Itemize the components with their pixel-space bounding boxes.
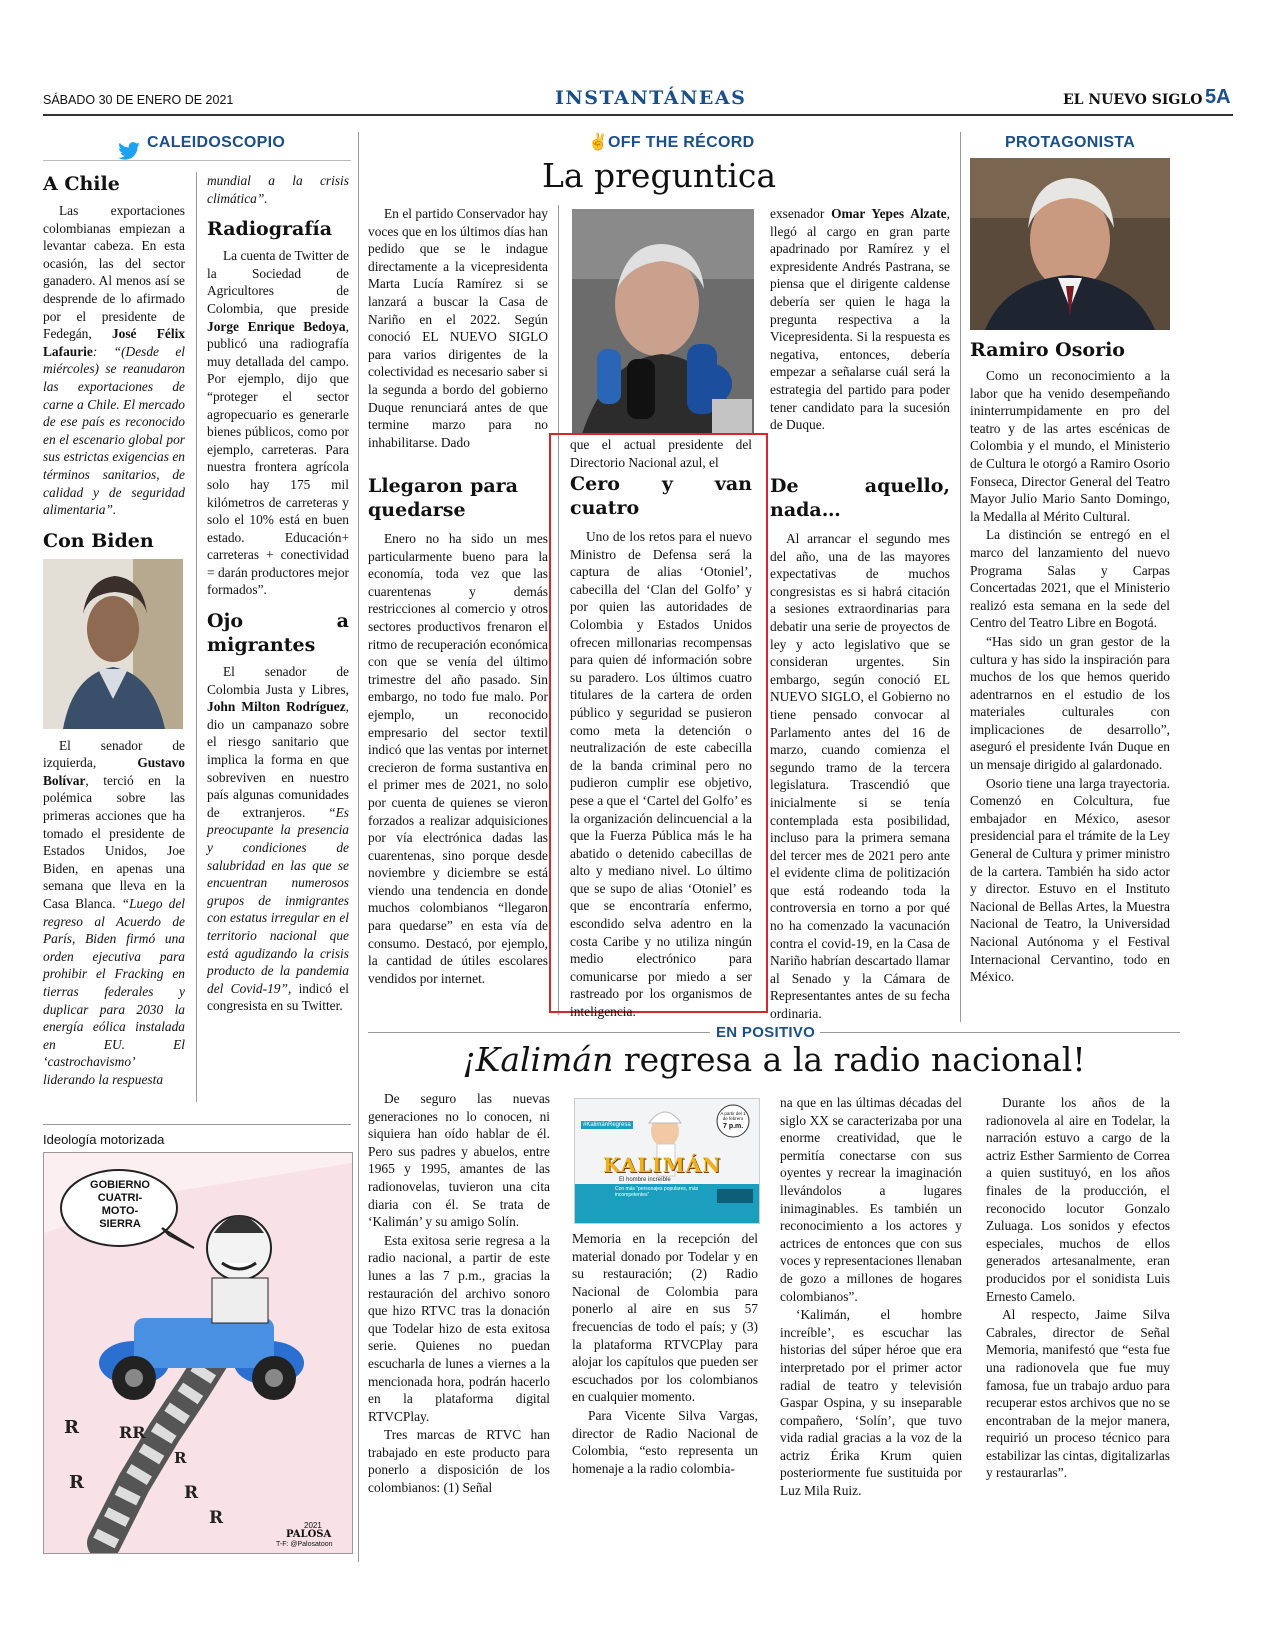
- enpositivo-column-3: na que en las últimas décadas del siglo XX se caracterizaba por una enorme creatividad, que le permitía conectarse con sus oyentes y recrear la imaginación llevándolos a lugares inimaginables. Es también un reconocimiento a los actores y actrices de entonces que con sus voces y representaciones llenaban de gozo a millones de hogares colombianos”. ‘Kalimán, el hombre increíble’, es escuchar las historias del súper héroe que era interpretado por el primer actor radial de teatro y televisión Gaspar Ospina, y su inseparable compañero, ‘Solín’, que tuvo vida radial gracias a la voz de la actriz Érika Krum quien posteriormente fue sustituida por Luz Mila Ruiz.: [780, 1095, 962, 1499]
- protagonista-name: Ramiro Osorio: [970, 339, 1125, 361]
- enpositivo-column-1: De seguro las nuevas generaciones no lo conocen, ni siquiera han oído hablar de él. Pero sus padres y abuelos, entre 1965 y 1995, amantes de las radionovelas, tuvieron una cita diaria con él. Se trata de ‘Kalimán’ y su amigo Solín. Esta exitosa serie regresa a la radio nacional, a partir de este lunes a las 7 p.m., gracias la restauración del archivo sonoro que hizo RTVC tras la donación que Todelar hizo de esta exitosa serie. Quienes no puedan escucharla de lunes a viernes a la mencionada hora, podrán hacerlo en la plataforma digital RTVCPlay. Tres marcas de RTVC han trabajado en este producto para ponerlo a disposición de los colombianos: (1) Señal: [368, 1091, 550, 1496]
- protagonista-label: PROTAGONISTA: [1004, 134, 1136, 151]
- divider-right-section: [960, 132, 961, 1022]
- svg-text:RR: RR: [119, 1423, 146, 1442]
- header-page-number: 5A: [1205, 86, 1231, 108]
- cartoon-bubble-text: GOBIERNO CUATRI-MOTO-SIERRA: [90, 1179, 150, 1230]
- poster-tagline: Con más “personajes populares, más incompetentes”: [615, 1186, 699, 1198]
- offrecord-column-b: [570, 472, 752, 1022]
- svg-text:R: R: [184, 1483, 199, 1503]
- osorio-photo: [970, 158, 1170, 330]
- biden-title: Con Biden: [43, 529, 154, 552]
- enpositivo-rule-right: [820, 1032, 1180, 1033]
- offrecord-column-c: [770, 205, 950, 435]
- header-section: INSTANTÁNEAS: [555, 87, 747, 109]
- enpositivo-label: EN POSITIVO: [716, 1024, 816, 1041]
- bolivar-photo: [43, 559, 183, 729]
- poster-subtitle: El hombre increíble: [619, 1177, 671, 1183]
- column-2: [207, 172, 349, 1016]
- offrecord-column-a: [368, 205, 548, 452]
- cartoon-signature: PALOSA: [286, 1529, 332, 1540]
- divider-left-section: [358, 132, 359, 1562]
- divider-col1-col2: [196, 172, 197, 1102]
- offrecord-label: OFF THE RÉCORD: [608, 134, 755, 151]
- kaliman-poster: [574, 1098, 760, 1224]
- preguntica-paragraph-c: exsenador Omar Yepes Alzate, llegó al cargo en gran parte apadrinado por Ramírez y el expresidente Andrés Pastrana, se piensa que el dirigente caldense debería ser quien le haga la pregunta respectiva a la Vicepresidenta. Si la respuesta es negativa, entonces, debería empezar a señalarse cuál será la estrategia del partido para poder tener candidato para la sucesión de Duque.: [770, 206, 950, 433]
- caleidoscopio-label: CALEIDOSCOPIO: [147, 134, 286, 151]
- svg-text:R: R: [174, 1449, 187, 1467]
- col2-continuation: mundial a la crisis climática”.: [207, 173, 349, 206]
- offrecord-column-a2: [368, 474, 548, 988]
- aquello-paragraph: Al arrancar el segundo mes del año, una de las mayores expectativas de muchos congresistas es si habrá citación a sesiones extraordinarias para debatir una serie de proyectos de ley y acto legislativo que se consideran urgentes. Sin embargo, según conoció EL NUEVO SIGLO, el Gobierno no tiene pensado convocar al Parlamento antes del 16 de marzo, cuando comienza el segundo tramo de la tercera legislatura. Trascendió que inicialmente si se tenía contemplada esta posibilidad, incluso para la primera semana del tercer mes de 2021 pero ante el evidente clima de politización que está rodeando toda la controversia en torno a por qué no ha comenzado la vacunación contra el covid-19, en la Casa de Nariño habrían descartado llamar al Senado y la Cámara de Representantes antes de su fecha ordinaria.: [770, 531, 950, 1022]
- header-date: SÁBADO 30 DE ENERO DE 2021: [43, 93, 234, 107]
- llegaron-title: Llegaron para quedarse: [368, 475, 518, 521]
- enpositivo-title: ¡Kalimán regresa a la radio nacional!: [462, 1040, 1086, 1079]
- yepes-photo: [572, 209, 754, 434]
- offrecord-column-c2: [770, 474, 950, 1024]
- hand-peace-icon: ✌: [588, 134, 608, 151]
- column-1: [43, 172, 185, 1090]
- poster-brand: KALIMÁN: [603, 1153, 722, 1177]
- svg-text:R: R: [69, 1472, 84, 1493]
- protagonista-column: Como un reconocimiento a la labor que ha venido desempeñando ininterrumpidamente en pro del teatro y de las artes escénicas de Colombia y el mundo, el Ministerio de Cultura le otorgó a Ramiro Osorio Fonseca, Director General del Teatro Mayor Julio Mario Santo Domingo, la Medalla al Mérito Cultural. La distinción se entregó en el marco del lanzamiento del nuevo Programa Salas y Carpas Concertadas 2021, que el Ministerio realizó esta semana en la sede del Centro del Teatro Libre en Bogotá. “Has sido un gran gestor de la cultura y has sido la inspiración para muchos de los que hemos querido adentrarnos en el estudio de los materiales culturales con implicaciones de desarrollo”, aseguró el presidente Iván Duque en un mensaje dirigido al galardonado. Osorio tiene una larga trayectoria. Comenzó en Colcultura, fue embajador en México, asesor presidencial para el trámite de la Ley General de Cultura y primer ministro de la cartera. También ha sido actor y director. Estuvo en el Instituto Nacional de Bellas Artes, la Muestra Nacional de Teatro, la Universidad Nacional Autónoma y el Festival Internacional Cervantino, todo en México.: [970, 368, 1170, 985]
- poster-hashtag: #KalimánRegresa: [583, 1122, 631, 1128]
- cero-paragraph: Uno de los retos para el nuevo Ministro de Defensa será la captura de alias ‘Otoniel’, cabecilla del ‘Clan del Golfo’ y por quien las autoridades de Colombia y Estados Unidos ofrecen millonarias recompensas para quien dé información sobre su paradero. Los últimos cuatro titulares de la cartera de orden público y seguridad se pusieron como meta la detención o neutralización de este cabecilla de la banda criminal pero no pudieron cumplir ese objetivo, pese a que el ‘Cartel del Golfo’ es la organización delincuencial a la que la Fuerza Pública más le ha abatido o detenido cabecillas de alto y mediano nivel. Lo último que se supo de alias ‘Otoniel’ es que se encontraría enfermo, escondido selva adentro en la costa Caribe y no utiliza ningún medio electrónico para comunicarse por miedo a ser rastreado por los organismos de inteligencia.: [570, 529, 752, 1020]
- ojo-paragraph: El senador de Colombia Justa y Libres, John Milton Rodríguez, dio un campanazo sobre el riesgo sanitario que implica la forma en que sobreviven en nuestro país algunas comunidades de extranjeros. “Es preocupante la presencia y condiciones de salubridad en las que se encuentran numerosos grupos de inmigrantes con estatus irregular en el territorio nacional que está agudizando la crisis producto de la pandemia del Covid-19”, indicó el congresista en su Twitter.: [207, 664, 349, 1014]
- radiografia-paragraph: La cuenta de Twitter de la Sociedad de Agricultores de Colombia, que preside Jorge Enrique Bedoya, publicó una radiografía muy detallada del campo. Por ejemplo, dijo que “proteger el sector agropecuario es generarle bienes públicos, como por ejemplo, carreteras. Para nuestra frontera agrícola solo hay 175 mil kilómetros de carreteras y solo el 10% está en buen estado. Educación+ carreteras + conectividad = darán productores mejor formados”.: [207, 248, 349, 598]
- preguntica-paragraph: En el partido Conservador hay voces que en los últimos días han pedido que se le indague directamente a la vicepresidenta Marta Lucía Ramírez si se lanzará a buscar la Casa de Nariño en el 2022. Según conoció EL NUEVO SIGLO para varios dirigentes de la colectividad es necesario saber si la segunda a bordo del gobierno Duque renunciará antes de que termine marzo para no inhabilitarse. Dado: [368, 206, 548, 450]
- radiografia-title: Radiografía: [207, 218, 333, 241]
- aquello-title: De aquello, nada…: [770, 475, 950, 521]
- caleidoscopio-rule: [43, 160, 351, 161]
- biden-paragraph: El senador de izquierda, Gustavo Bolívar, terció en la polémica sobre las primeras acciones que ha tomado el presidente de Estados Unidos, Joe Biden, en apenas una semana que lleva en la Casa Blanca. “Luego del regreso al Acuerdo de París, Biden firmó una orden ejecutiva para prohibir el Fracking en tierras federales y duplicar para 2030 la energía eólica instalada en EU. El ‘castrochavismo’ liderando la respuesta: [43, 737, 185, 1087]
- llegaron-paragraph: Enero no ha sido un mes particularmente bueno para la economía, toda vez que las cuarentenas y demás restricciones al comercio y otros sectores productivos frenaron el ritmo de recuperación económica con que se venía del último trimestre del año pasado. Sin embargo, no todo fue malo. Por ejemplo, un reconocido empresario del sector textil indicó que las ventas por internet crecieron de forma sustantiva en el primer mes de 2021, no solo por cuenta de quienes se vieron forzados a realizar adquisiciones por vía electrónica dadas las cuarentenas, sino porque desde noviembre y diciembre se está viendo una tendencia en donde muchos colombianos “llegaron para quedarse” en esta vía de consumo. Destacó, por ejemplo, la cantidad de útiles escolares vendidos por internet.: [368, 531, 548, 986]
- cero-title: Cero y van cuatro: [570, 473, 752, 519]
- enpositivo-rule-left: [368, 1032, 710, 1033]
- svg-text:R: R: [64, 1417, 79, 1438]
- cartoon-illustration: [43, 1152, 353, 1554]
- cartoon-credit: T-F: @Palosatoon: [276, 1541, 333, 1548]
- offrecord-title: La preguntica: [541, 156, 777, 195]
- cartoon-label: Ideología motorizada: [43, 1132, 165, 1147]
- achile-paragraph: Las exportaciones colombianas empiezan a levantar cabeza. En esta ocasión, las del sector ganadero. Al menos así se desprende de lo afirmado por el presidente de Fedegán, José Félix Lafaurie: “(Desde el miércoles) se reanudaron las exportaciones de carne a Chile. El mercado de ese país es reconocido en el escenario global por sus estrictas exigencias en términos sanitarios, de calidad y de seguridad alimentaria”.: [43, 203, 185, 518]
- enpositivo-column-4: Durante los años de la radionovela al aire en Todelar, la narración estuvo a cargo de la actriz Esther Sarmiento de Correa a quien sustituyó, en los años finales de la producción, el reconocido locutor Gonzalo Zuluaga. Los sonidos y efectos especiales, muchos de ellos generados artesanalmente, eran producidos por el sonidista Luis Ernesto Camelo. Al respecto, Jaime Silva Cabrales, director de Señal Memoria, manifestó que “esta fue una radionovela que fue muy famosa, fue un trabajo arduo para recuperar estos archivos que no se encontraban de la mejor manera, requirió un proceso técnico para estabilizar las cintas, digitalizarlas y restaurarlas”.: [986, 1095, 1170, 1481]
- poster-date: A partir del 1 de febrero: [720, 1111, 746, 1121]
- enpositivo-column-2: Memoria en la recepción del material donado por Todelar y en su restauración; (2) Radio Nacional de Colombia para ponerlo al aire en sus 57 frecuencias de todo el país; y (3) la plataforma RTVCPlay para alojar los capítulos que pueden ser escuchados por los colombianos en cualquier momento. Para Vicente Silva Vargas, director de Radio Nacional de Colombia, “esto representa un homenaje a la radio colombia-: [572, 1231, 758, 1476]
- twitter-bird-icon: [118, 142, 140, 165]
- achile-title: A Chile: [43, 173, 120, 195]
- preguntica-continuation: que el actual presidente del Directorio Nacional azul, el: [570, 437, 752, 470]
- cartoon-year: 2021: [304, 1521, 322, 1530]
- poster-time: 7 p.m.: [723, 1123, 744, 1130]
- cartoon-rule: [43, 1124, 351, 1125]
- svg-text:R: R: [209, 1508, 224, 1528]
- ojo-title: Ojo a migrantes: [207, 610, 349, 657]
- header-rule: [43, 114, 1233, 116]
- header-paper-name: EL NUEVO SIGLO: [1063, 92, 1203, 108]
